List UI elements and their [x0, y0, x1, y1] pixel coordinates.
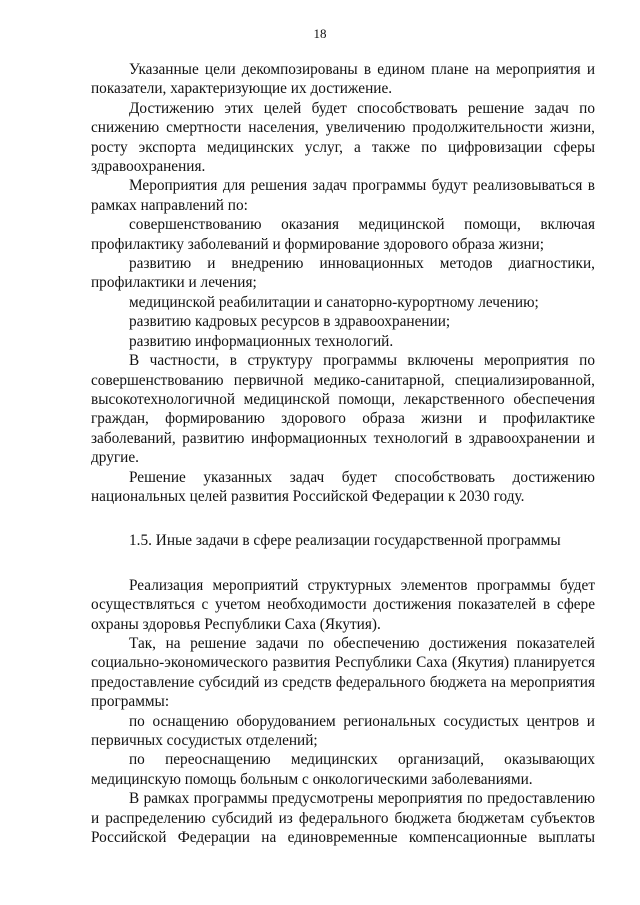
- list-item-paragraph: развитию информационных технологий.: [129, 332, 394, 350]
- paragraph: Достижению этих целей будет способствовать решение задач по снижению смертности населения, увеличению продолжительности жизни, росту экспорта медицинских услуг, а также по цифровизации сферы здравоохранения.: [91, 99, 595, 176]
- paragraph: В частности, в структуру программы включены мероприятия по совершенствованию первичной медико-санитарной, специализированной, высокотехнологичной медицинской помощи, лекарственного обеспечения граждан, формированию здорового образа жизни и профилактике заболеваний, развитию информационных технологий в здравоохранении и другие.: [91, 352, 595, 467]
- list-item-paragraph: по переоснащению медицинских организаций, оказывающих медицинскую помощь больным с онкологическими заболеваниями.: [91, 751, 595, 788]
- paragraph: Решение указанных задач будет способствовать достижению национальных целей развития Российской Федерации к 2030 году.: [91, 468, 595, 505]
- page-number: 18: [313, 26, 327, 41]
- paragraph: Мероприятия для решения задач программы будут реализовываться в рамках направлений по:: [91, 177, 595, 214]
- list-item-paragraph: развитию и внедрению инновационных методов диагностики, профилактики и лечения;: [91, 255, 595, 292]
- section-heading: 1.5. Иные задачи в сфере реализации государственной программы: [129, 532, 561, 550]
- paragraph: Так, на решение задачи по обеспечению достижения показателей социально-экономического развития Республики Саха (Якутия) планируется предоставление субсидий из средств федерального бюджета на мероприятия программы:: [91, 634, 595, 711]
- paragraph: В рамках программы предусмотрены мероприятия по предоставлению и распределению субсидий из федерального бюджета бюджетам субъектов Российской Федерации на единовременные компенсационные выплаты: [91, 790, 595, 847]
- paragraph: Реализация мероприятий структурных элементов программы будет осуществляться с учетом необходимости достижения показателей в сфере охраны здоровья Республики Саха (Якутия).: [91, 576, 595, 633]
- list-item-paragraph: медицинской реабилитации и санаторно-курортному лечению;: [129, 293, 539, 311]
- list-item-paragraph: по оснащению оборудованием региональных сосудистых центров и первичных сосудистых отделений;: [91, 712, 595, 749]
- paragraph: Указанные цели декомпозированы в едином плане на мероприятия и показатели, характеризующие их достижение.: [91, 61, 595, 98]
- list-item-paragraph: развитию кадровых ресурсов в здравоохранении;: [129, 313, 451, 331]
- document-body: [91, 60, 595, 847]
- list-item-paragraph: совершенствованию оказания медицинской помощи, включая профилактику заболеваний и формирование здорового образа жизни;: [91, 216, 595, 253]
